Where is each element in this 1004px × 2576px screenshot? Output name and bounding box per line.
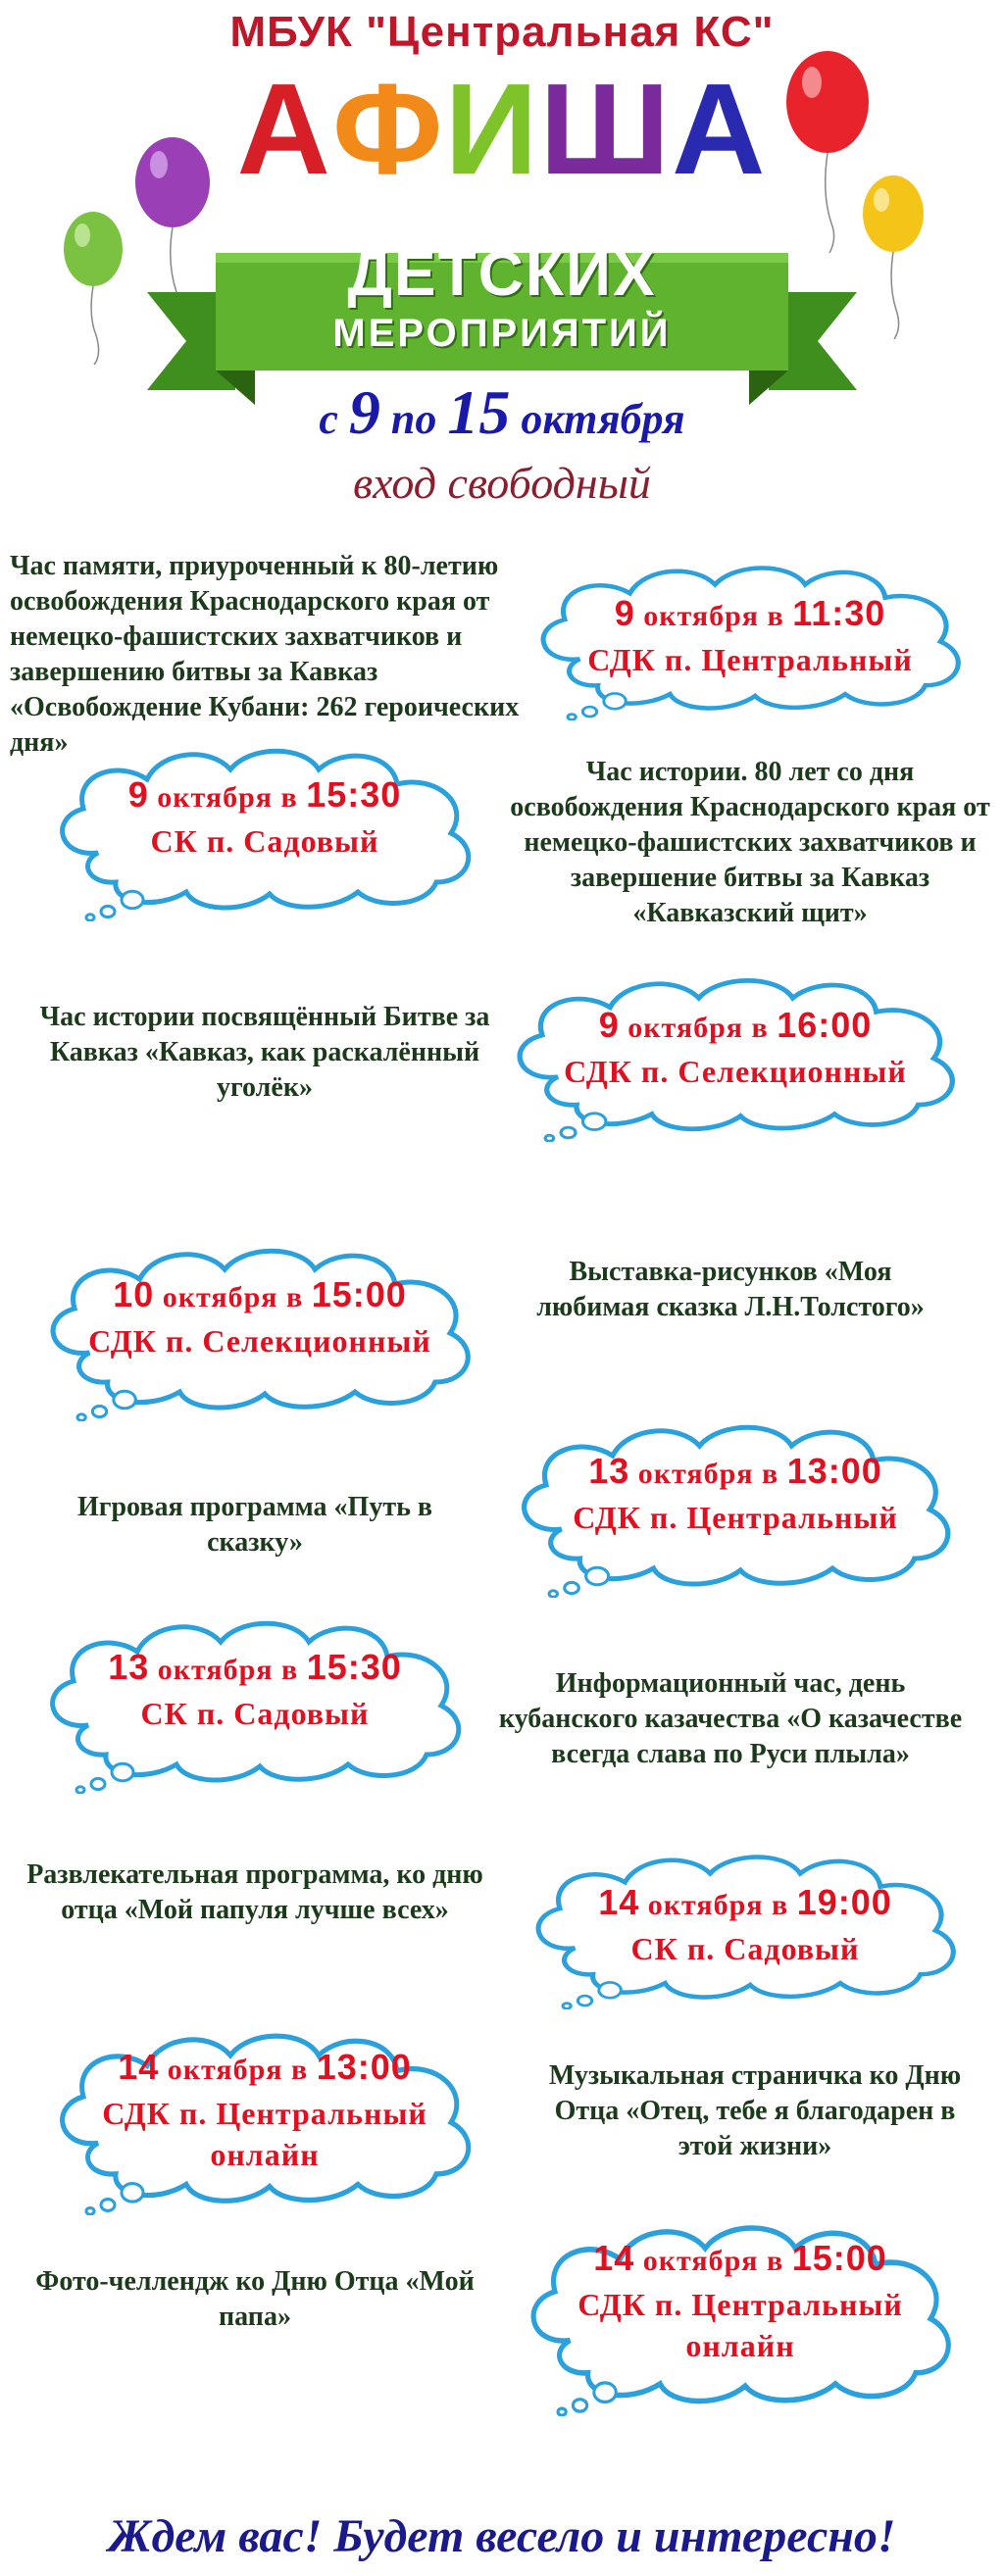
event-datetime: [510, 2238, 971, 2279]
event-month: октября в: [154, 1281, 312, 1313]
event-cloud: [39, 2019, 490, 2215]
event-description: Выставка-рисунков «Моя любимая сказка Л.Н.Толстого»: [536, 1257, 925, 1322]
event-description: Час истории посвящённый Битве за Кавказ «Кавказ, как раскалённый уголёк»: [39, 1002, 490, 1103]
event-month: октября в: [629, 1458, 787, 1490]
event-time: 13:00: [316, 2047, 412, 2087]
event-cloud: [520, 554, 980, 720]
event-place: СК п. Садовый: [140, 1696, 370, 1731]
event-cloud: [29, 1608, 480, 1794]
event-month: октября в: [634, 2245, 792, 2277]
ribbon-subtitle: МЕРОПРИЯТИЙ: [332, 312, 672, 355]
date-to: 15: [447, 377, 511, 447]
title-letter: А: [236, 57, 332, 201]
event-place: СК п. Садовый: [150, 823, 379, 859]
date-prefix: с: [319, 395, 338, 443]
date-range: [0, 376, 1004, 449]
event-time: 15:30: [306, 1647, 402, 1687]
event-online-label: онлайн: [210, 2137, 320, 2172]
event-description: Игровая программа «Путь в сказку»: [76, 1492, 433, 1558]
event-day: 9: [598, 1005, 620, 1045]
event-time: 19:00: [796, 1882, 892, 1922]
organization-name: МБУК "Центральная КС": [229, 8, 775, 56]
footer-invitation: Ждем вас! Будет весело и интересно!: [108, 2510, 896, 2562]
event-datetime: [39, 774, 490, 816]
event-time: 16:00: [777, 1005, 873, 1045]
event-datetime: [500, 1451, 971, 1492]
event-description: Час истории. 80 лет со дня освобождения Краснодарского края от немецко-фашистских захватчиков и завершение битвы за Кавказ «Кавказский щит»: [510, 757, 990, 928]
event-description: Музыкальная страничка ко Дню Отца «Отец, тебе я благодарен в этой жизни»: [548, 2060, 962, 2161]
event-place: СДК п. Центральный: [587, 642, 913, 677]
cloud-shape: [520, 554, 980, 720]
event-cloud: [515, 1843, 976, 2009]
event-place: СДК п. Центральный: [102, 2096, 427, 2131]
event-day: 9: [127, 774, 149, 815]
ribbon-title: ДЕТСКИХ: [347, 238, 657, 309]
free-entry-note: вход свободный: [353, 458, 651, 508]
event-cloud: [39, 735, 490, 921]
event-description: Фото-челлендж ко Дню Отца «Мой папа»: [35, 2266, 475, 2332]
event-day: 13: [108, 1647, 150, 1687]
event-time: 15:00: [791, 2238, 887, 2278]
event-day: 14: [593, 2238, 635, 2278]
event-month: октября в: [639, 1889, 797, 1921]
event-datetime: [520, 593, 980, 634]
event-time: 11:30: [792, 593, 886, 633]
event-time: 13:00: [786, 1451, 882, 1491]
title-letter: И: [444, 57, 540, 201]
event-month: октября в: [149, 1654, 307, 1686]
event-month: октября в: [148, 781, 307, 814]
event-day: 13: [588, 1451, 630, 1491]
event-place: СДК п. Центральный: [577, 2287, 903, 2322]
event-datetime: [29, 1274, 490, 1315]
event-place: СДК п. Селекционный: [564, 1054, 907, 1089]
event-time: 15:30: [306, 774, 402, 815]
event-datetime: [29, 1647, 480, 1688]
title-letter: Ф: [331, 57, 445, 201]
event-place: СДК п. Селекционный: [88, 1323, 431, 1359]
date-from: 9: [348, 377, 380, 447]
title-letter: Ш: [539, 57, 673, 201]
event-cloud: [29, 1235, 490, 1421]
event-cloud: [500, 1412, 971, 1598]
event-day: 14: [118, 2047, 160, 2087]
title-letter: А: [672, 57, 768, 201]
event-datetime: [515, 1882, 976, 1923]
event-time: 15:00: [311, 1274, 407, 1314]
event-description: Час памяти, приуроченный к 80-летию освобождения Краснодарского края от немецко-фашистских захватчиков и завершению битвы за Кавказ «Освобождение Кубани: 262 героических дня»: [10, 551, 520, 758]
event-datetime: [39, 2047, 490, 2088]
event-cloud: [510, 2210, 971, 2416]
event-month: октября в: [619, 1012, 778, 1044]
event-day: 9: [614, 593, 635, 633]
event-online-label: онлайн: [685, 2328, 795, 2363]
event-datetime: [495, 1005, 976, 1046]
event-description: Развлекательная программа, ко дню отца «Мой папуля лучше всех»: [26, 1859, 483, 1925]
event-month: октября в: [634, 600, 793, 632]
date-month: октября: [521, 395, 685, 443]
event-place: СДК п. Центральный: [573, 1500, 898, 1535]
event-description: Информационный час, день кубанского казачества «О казачестве всегда слава по Руси плыла»: [498, 1668, 963, 1769]
event-place: СК п. Садовый: [630, 1931, 860, 1966]
event-cloud: [495, 966, 976, 1142]
event-day: 10: [113, 1274, 155, 1314]
date-mid: по: [390, 395, 437, 443]
event-month: октября в: [159, 2054, 317, 2086]
cloud-shape: [515, 1843, 976, 2009]
event-day: 14: [598, 1882, 640, 1922]
